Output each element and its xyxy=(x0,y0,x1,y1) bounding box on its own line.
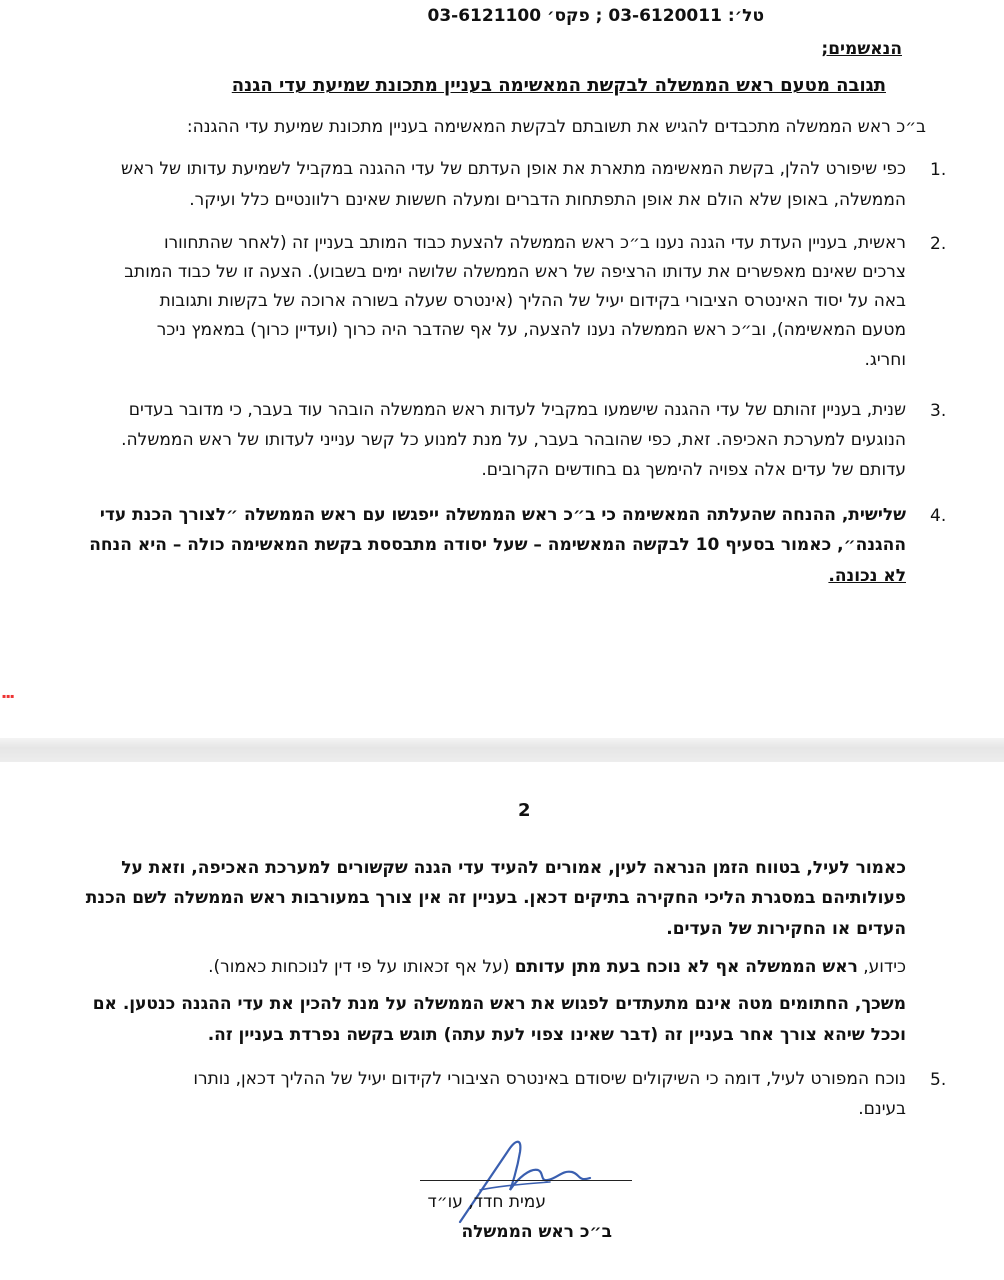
paragraph-1-line: הממשלה, באופן שלא הולם את אופן התפתחות הדברים ומעלה חששות שאינם רלוונטיים כלל ועיקר. xyxy=(189,190,906,210)
body-line-known xyxy=(208,957,906,977)
document-title: תגובה מטעם ראש הממשלה לבקשת המאשימה בעניין מתכונת שמיעת עדי הגנה xyxy=(231,75,886,96)
paragraph-3-line: הנוגעים למערכת האכיפה. זאת, כפי שהובהר בעבר, על מנת למנוע כל קשר ענייני לעדותו של ראש הממשלה. xyxy=(121,430,906,450)
signature-line xyxy=(420,1180,632,1181)
paragraph-number: 2. xyxy=(930,234,947,254)
paragraph-2-line: וחריג. xyxy=(864,350,906,370)
known-suffix: (על אף זכאותו על פי דין לנוכחות כאמור). xyxy=(208,957,515,977)
paragraph-3-line: שנית, בעניין זהותם של עדי ההגנה שישמעו במקביל לעדות ראש הממשלה הובהר עוד בעבר, כי מדובר בעדים xyxy=(128,400,906,420)
contact-line: טל׳: 03-6120011 ; פקס׳ 03-6121100 xyxy=(427,6,764,26)
known-prefix: כידוע, xyxy=(857,957,906,977)
paragraph-number: 3. xyxy=(930,401,947,421)
accused-label: הנאשמים; xyxy=(821,39,902,59)
paragraph-number: 1. xyxy=(930,160,947,180)
paragraph-2-line: מטעם המאשימה), וב״כ ראש הממשלה נענו להצעה, על אף שהדבר היה כרוך (ועדיין כרוך) במאמץ ניכר xyxy=(156,320,906,340)
paragraph-number: 4. xyxy=(930,506,947,526)
body-line: כאמור לעיל, בטווח הזמן הנראה לעין, אמורים להעיד עדי הגנה שקשורים למערכת האכיפה, וזאת על xyxy=(121,858,906,878)
paragraph-number: 5. xyxy=(930,1070,947,1090)
paragraph-4-line: לא נכונה. xyxy=(828,566,906,586)
page-separator xyxy=(0,738,1004,762)
body-line: משכך, החתומים מטה אינם מתעתדים לפגוש את ראש הממשלה על מנת להכין את עדי ההגנה כנטען. אם xyxy=(92,994,906,1014)
known-bold: ראש הממשלה אף לא נוכח בעת מתן עדותם xyxy=(514,957,858,977)
body-line: העדים או החקירות של העדים. xyxy=(666,919,906,939)
signer-name: עמית חדד, עו״ד xyxy=(427,1192,546,1212)
page-number: 2 xyxy=(518,800,531,821)
paragraph-5-line: נוכח המפורט לעיל, דומה כי השיקולים שיסודם באינטרס הציבורי לקידום יעיל של ההליך דכאן, נותרו xyxy=(193,1069,906,1089)
signer-role: ב״כ ראש הממשלה xyxy=(461,1222,612,1242)
paragraph-2-line: באה על יסוד האינטרס הציבורי בקידום יעיל של ההליך (אינטרס שעלה בשורה ארוכה של בקשות ותגובות xyxy=(159,291,906,311)
paragraph-4-line: ההגנה״, כאמור בסעיף 10 לבקשה המאשימה – שעל יסודה מתבססת בקשת המאשימה כולה – היא הנחה xyxy=(89,535,906,555)
paragraph-4-line: שלישית, ההנחה שהעלתה המאשימה כי ב״כ ראש הממשלה ייפגשו עם ראש הממשלה ״לצורך הכנת עדי xyxy=(99,505,906,525)
body-line: וככל שיהא צורך אחר בעניין זה (דבר שאינו צפוי לעת עתה) תוגש בקשה נפרדת בעניין זה. xyxy=(207,1025,906,1045)
paragraph-3-line: עדותם של עדים אלה צפויה להימשך גם בחודשים הקרובים. xyxy=(481,460,906,480)
paragraph-2-line: צרכים שאינם מאפשרים את עדותו הרציפה של ראש הממשלה שלושה ימים בשבוע). הצעה זו של כבוד המותב xyxy=(124,262,906,282)
body-line: פעולותיהם במסגרת הליכי החקירה בתיקים דכאן. בעניין זה אין צורך במעורבות ראש הממשלה לשם הכנת xyxy=(85,888,906,908)
paragraph-5-line: בעינם. xyxy=(858,1099,906,1119)
paragraph-1-line: כפי שיפורט להלן, בקשת המאשימה מתארת את אופן העדתם של עדי ההגנה במקביל לשמיעת עדותו של ראש xyxy=(120,159,906,179)
margin-mark: ▪▪▪ xyxy=(2,693,15,700)
paragraph-2-line: ראשית, בעניין העדת עדי הגנה נענו ב״כ ראש הממשלה להצעת כבוד המותב בעניין זה (לאחר שהתחוורו xyxy=(163,233,906,253)
intro-line: ב״כ ראש הממשלה מתכבדים להגיש את תשובתם לבקשת המאשימה בעניין מתכונת שמיעת עדי ההגנה: xyxy=(186,117,926,137)
